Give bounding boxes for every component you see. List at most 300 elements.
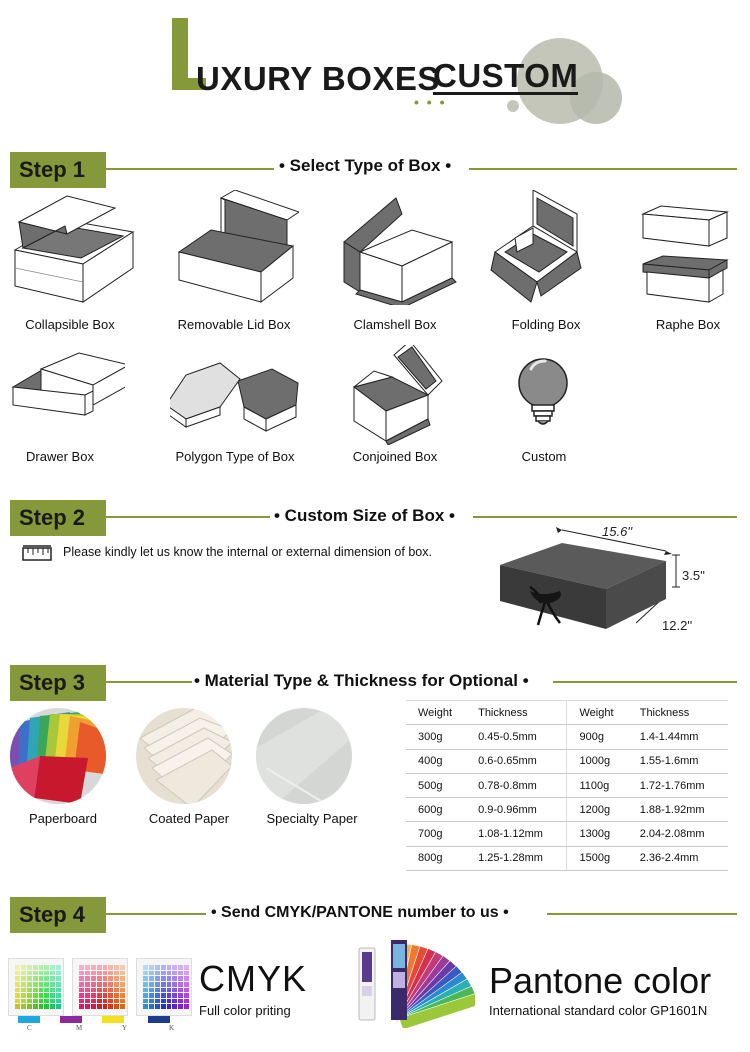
dim-length-label: 15.6'' [602,524,633,539]
swatch-cell [21,965,26,970]
swatch-cell [161,971,166,976]
step1-badge: Step 1 [10,152,106,188]
swatch-cell [120,976,125,981]
swatch-cell [161,976,166,981]
box-label-drawer: Drawer Box [26,449,94,464]
swatch-cell [79,993,84,998]
pantone-title: Pantone color [489,960,712,1001]
swatch-cell [114,1004,119,1009]
table-row [406,773,728,797]
swatch-cell [172,976,177,981]
swatch-cell [108,993,113,998]
table-cell: 2.36-2.4mm [628,846,728,870]
swatch-cell [184,971,189,976]
table-header-weight: Weight [406,701,466,725]
swatch-cell [143,1004,148,1009]
swatch-cell [91,993,96,998]
swatch-cell [172,982,177,987]
swatch-cell [56,993,61,998]
swatch-cell [161,982,166,987]
table-cell: 1.25-1.28mm [466,846,567,870]
swatch-cell [15,965,20,970]
swatch-cell [15,982,20,987]
swatch-cell [155,965,160,970]
swatch-cell [103,965,108,970]
swatch-cell [103,971,108,976]
cmyk-key-y: Y [122,1024,128,1032]
table-row [406,798,728,822]
cmyk-bar-m [60,1016,82,1023]
swatch-cell [143,976,148,981]
removable-lid-box-icon [169,190,299,305]
step3-line-right [553,681,737,683]
clamshell-box-icon [330,190,460,305]
swatch-cell [155,976,160,981]
swatch-cell [79,971,84,976]
swatch-cell [161,1004,166,1009]
swatch-cell [15,976,20,981]
swatch-cell [15,999,20,1004]
step3-badge: Step 3 [10,665,106,701]
swatch-cell [85,982,90,987]
paperboard-image [10,708,106,804]
swatch-cell [50,976,55,981]
cmyk-title: CMYK [199,958,308,999]
swatch-cell [97,976,102,981]
swatch-cell [97,993,102,998]
box-label-conjoined: Conjoined Box [352,449,438,464]
swatch-cell [33,1004,38,1009]
swatch-cell [155,1004,160,1009]
table-cell: 1.55-1.6mm [628,749,728,773]
cmyk-subtitle: Full color priting [199,1003,291,1018]
swatch-cell [108,999,113,1004]
swatch-cell [15,1004,20,1009]
box-label-custom: Custom [521,449,567,464]
thickness-table [406,700,728,871]
swatch-cell [56,982,61,987]
swatch-cell [27,1004,32,1009]
table-cell: 1.4-1.44mm [628,725,728,749]
swatch-cell [155,993,160,998]
decor-circle-small [507,100,519,112]
swatch-cell [149,971,154,976]
box-label-folding: Folding Box [511,317,581,332]
table-cell: 1000g [567,749,628,773]
swatch-cell [79,982,84,987]
swatch-cell [97,988,102,993]
step4-line-left [106,913,206,915]
swatch-cell [44,976,49,981]
swatch-cell [27,976,32,981]
swatch-cell [143,993,148,998]
cmyk-bar-y [102,1016,124,1023]
page-title-part1: UXURY BOXES [196,60,440,97]
swatch-cell [91,982,96,987]
swatch-cell [39,976,44,981]
swatch-cell [103,982,108,987]
box-label-removable-lid: Removable Lid Box [177,317,291,332]
cmyk-bar-c [18,1016,40,1023]
table-cell: 1.88-1.92mm [628,798,728,822]
swatch-cell [103,999,108,1004]
cmyk-swatch-card-magenta [72,958,128,1016]
swatch-cell [15,988,20,993]
swatch-cell [184,993,189,998]
coated-paper-image [136,708,232,804]
swatch-cell [27,999,32,1004]
swatch-cell [167,988,172,993]
swatch-cell [120,965,125,970]
swatch-cell [149,982,154,987]
swatch-cell [167,1004,172,1009]
swatch-cell [56,976,61,981]
swatch-cell [172,971,177,976]
swatch-cell [178,1004,183,1009]
swatch-cell [143,971,148,976]
box-option-conjoined[interactable] [325,345,465,470]
swatch-cell [79,999,84,1004]
swatch-cell [85,988,90,993]
swatch-cell [50,988,55,993]
swatch-cell [50,999,55,1004]
step3-header [0,663,750,703]
swatch-cell [184,982,189,987]
swatch-cell [103,976,108,981]
swatch-cell [85,976,90,981]
table-header-row [406,701,728,725]
table-cell: 0.9-0.96mm [466,798,567,822]
swatch-cell [178,988,183,993]
box-option-polygon[interactable] [165,345,305,470]
step4-line-right [547,913,737,915]
swatch-cell [85,971,90,976]
swatch-cell [97,971,102,976]
swatch-cell [15,971,20,976]
drawer-box-icon [0,345,125,445]
swatch-cell [178,976,183,981]
swatch-cell [21,976,26,981]
swatch-cell [21,982,26,987]
swatch-cell [149,965,154,970]
swatch-cell [50,1004,55,1009]
swatch-cell [178,971,183,976]
swatch-cell [33,965,38,970]
specialty-paper-image [256,708,352,804]
swatch-cell [184,976,189,981]
dim-width-label: 12.2'' [662,618,693,633]
swatch-cell [27,993,32,998]
swatch-cell [21,971,26,976]
swatch-cell [149,993,154,998]
swatch-cell [178,993,183,998]
swatch-cell [27,965,32,970]
box-option-clamshell[interactable] [325,190,465,340]
swatch-cell [120,1004,125,1009]
cmyk-swatch-card-cyan [8,958,64,1016]
table-cell: 800g [406,846,466,870]
swatch-cell [155,988,160,993]
swatch-cell [50,965,55,970]
title-dots: • • • [414,94,447,110]
swatch-cell [178,982,183,987]
swatch-cell [143,999,148,1004]
swatch-cell [44,971,49,976]
swatch-cell [161,993,166,998]
table-cell: 600g [406,798,466,822]
swatch-cell [85,965,90,970]
swatch-cell [33,999,38,1004]
swatch-cell [56,999,61,1004]
swatch-cell [155,999,160,1004]
swatch-cell [27,982,32,987]
swatch-cell [172,1004,177,1009]
box-option-raphe[interactable] [618,190,750,340]
swatch-cell [167,982,172,987]
swatch-cell [167,965,172,970]
box-option-folding[interactable] [476,190,616,340]
swatch-cell [33,976,38,981]
swatch-cell [27,971,32,976]
swatch-cell [143,988,148,993]
table-row [406,846,728,870]
step4-badge: Step 4 [10,897,106,933]
swatch-cell [50,971,55,976]
swatch-cell [79,965,84,970]
ruler-icon [22,545,52,561]
swatch-cell [161,999,166,1004]
swatch-cell [172,993,177,998]
step4-header [0,895,750,935]
swatch-cell [21,999,26,1004]
table-cell: 1.08-1.12mm [466,822,567,846]
swatch-cell [167,993,172,998]
table-cell: 1.72-1.76mm [628,773,728,797]
cmyk-swatch-card-blue [136,958,192,1016]
swatch-cell [97,982,102,987]
swatch-cell [91,971,96,976]
step1-line-right [469,168,737,170]
collapsible-box-icon [5,190,135,305]
swatch-cell [114,993,119,998]
swatch-cell [114,988,119,993]
step1-title: • Select Type of Box • [279,156,452,175]
table-cell: 0.78-0.8mm [466,773,567,797]
step1-line-left [106,168,274,170]
step2-line-right [473,516,737,518]
swatch-cell [97,965,102,970]
swatch-cell [155,971,160,976]
swatch-cell [56,965,61,970]
swatch-cell [91,976,96,981]
swatch-cell [91,965,96,970]
swatch-cell [178,999,183,1004]
swatch-cell [44,999,49,1004]
page-header [0,0,750,125]
swatch-cell [44,982,49,987]
swatch-cell [114,971,119,976]
box-option-removable-lid[interactable] [164,190,304,340]
step3-line-left [106,681,192,683]
swatch-cell [97,1004,102,1009]
swatch-cell [108,971,113,976]
swatch-cell [149,976,154,981]
swatch-cell [91,999,96,1004]
page-title-part2: CUSTOM [433,57,579,94]
swatch-cell [103,1004,108,1009]
swatch-cell [149,999,154,1004]
box-option-custom[interactable] [474,345,614,470]
swatch-cell [178,965,183,970]
swatch-cell [44,988,49,993]
swatch-cell [27,988,32,993]
step4-title: • Send CMYK/PANTONE number to us • [211,904,509,921]
box-label-raphe: Raphe Box [655,317,721,332]
swatch-cell [79,988,84,993]
cmyk-key-c: C [27,1024,32,1032]
swatch-cell [114,976,119,981]
swatch-cell [39,982,44,987]
swatch-cell [108,965,113,970]
pantone-subtitle: International standard color GP1601N [489,1003,708,1018]
swatch-cell [56,988,61,993]
swatch-cell [39,988,44,993]
table-cell: 500g [406,773,466,797]
swatch-cell [120,988,125,993]
table-cell: 700g [406,822,466,846]
swatch-cell [85,993,90,998]
swatch-cell [44,1004,49,1009]
swatch-cell [91,988,96,993]
box-label-polygon: Polygon Type of Box [175,449,295,464]
swatch-cell [44,993,49,998]
folding-box-icon [481,190,611,305]
swatch-cell [149,988,154,993]
swatch-cell [79,976,84,981]
swatch-cell [33,993,38,998]
pantone-fan-image [355,938,475,1028]
table-row [406,725,728,749]
swatch-cell [21,1004,26,1009]
swatch-cell [33,982,38,987]
swatch-cell [167,976,172,981]
swatch-cell [155,982,160,987]
cmyk-key-m: M [76,1024,83,1032]
table-cell: 900g [567,725,628,749]
swatch-cell [91,1004,96,1009]
table-cell: 400g [406,749,466,773]
swatch-cell [50,993,55,998]
swatch-cell [39,971,44,976]
swatch-cell [184,965,189,970]
swatch-cell [149,1004,154,1009]
swatch-cell [50,982,55,987]
swatch-cell [114,999,119,1004]
material-label-specialty-paper: Specialty Paper [266,811,358,826]
material-label-coated-paper: Coated Paper [148,811,230,826]
table-cell: 1200g [567,798,628,822]
swatch-cell [56,971,61,976]
table-cell: 0.6-0.65mm [466,749,567,773]
swatch-cell [33,988,38,993]
table-cell: 1100g [567,773,628,797]
step2-title: • Custom Size of Box • [274,506,455,525]
swatch-cell [44,965,49,970]
step3-title: • Material Type & Thickness for Optional • [194,671,529,690]
step1-header [0,150,750,190]
swatch-cell [184,999,189,1004]
box-option-collapsible[interactable] [0,190,140,340]
swatch-cell [184,988,189,993]
swatch-cell [56,1004,61,1009]
swatch-cell [167,971,172,976]
conjoined-box-icon [330,345,460,445]
swatch-cell [103,988,108,993]
table-header-thickness: Thickness [628,701,728,725]
table-header-thickness: Thickness [466,701,567,725]
swatch-cell [172,988,177,993]
table-row [406,822,728,846]
swatch-cell [39,1004,44,1009]
box-label-collapsible: Collapsible Box [25,317,115,332]
swatch-cell [103,993,108,998]
table-cell: 2.04-2.08mm [628,822,728,846]
swatch-cell [79,1004,84,1009]
swatch-cell [114,965,119,970]
table-cell: 0.45-0.5mm [466,725,567,749]
swatch-cell [143,965,148,970]
table-cell: 300g [406,725,466,749]
swatch-cell [85,1004,90,1009]
swatch-cell [39,965,44,970]
swatch-cell [143,982,148,987]
swatch-cell [114,982,119,987]
swatch-cell [39,993,44,998]
swatch-cell [120,993,125,998]
swatch-cell [120,971,125,976]
table-header-weight: Weight [567,701,628,725]
cmyk-bar-k [148,1016,170,1023]
swatch-cell [21,993,26,998]
lightbulb-icon [479,345,609,445]
swatch-cell [161,988,166,993]
table-cell: 1500g [567,846,628,870]
step2-line-left [106,516,270,518]
gift-box-image [490,525,693,650]
step2-badge: Step 2 [10,500,106,536]
swatch-cell [21,988,26,993]
raphe-box-icon [623,190,750,305]
swatch-cell [39,999,44,1004]
swatch-cell [108,988,113,993]
swatch-cell [15,993,20,998]
polygon-box-icon [170,345,300,445]
box-option-drawer[interactable] [0,345,130,470]
swatch-cell [120,982,125,987]
swatch-cell [108,976,113,981]
swatch-cell [172,999,177,1004]
table-row [406,749,728,773]
table-cell: 1300g [567,822,628,846]
swatch-cell [85,999,90,1004]
step2-note: Please kindly let us know the internal or external dimension of box. [63,545,432,559]
swatch-cell [108,982,113,987]
swatch-cell [97,999,102,1004]
swatch-cell [33,971,38,976]
swatch-cell [161,965,166,970]
swatch-cell [108,1004,113,1009]
swatch-cell [167,999,172,1004]
